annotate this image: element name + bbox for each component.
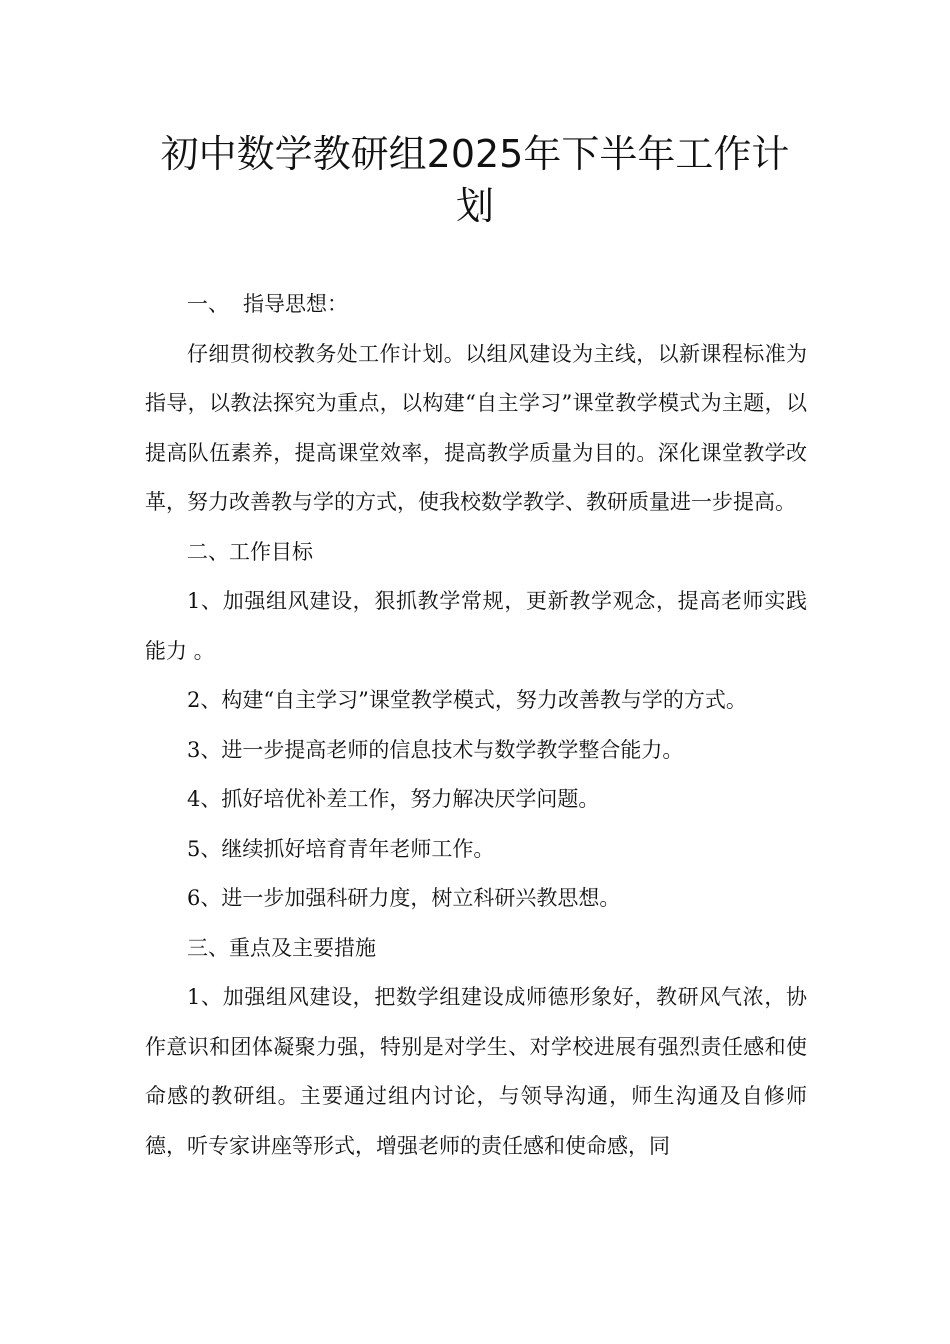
document-title: 初中数学教研组2025年下半年工作计划 xyxy=(160,132,790,228)
goal-item: 1、加强组风建设，狠抓教学常规，更新教学观念，提高老师实践能力 。 xyxy=(145,589,807,663)
goal-item: 3、进一步提高老师的信息技术与数学教学整合能力。 xyxy=(187,737,684,762)
goal-item: 2、构建“自主学习”课堂教学模式，努力改善教与学的方式。 xyxy=(187,688,747,712)
goal-item: 6、进一步加强科研力度，树立科研兴教思想。 xyxy=(187,886,621,910)
section-number: 一、 xyxy=(187,292,229,316)
document-body xyxy=(145,280,807,1171)
measure-item: 1、加强组风建设，把数学组建设成师德形象好，教研风气浓，协作意识和团体凝聚力强，特别是对学生、对学校进展有强烈责任感和使命感的教研组。主要通过组内讨论，与领导沟通，师生沟通及自修师德，听专家讲座等形式，增强老师的责任感和使命感，同 xyxy=(145,985,807,1158)
section-heading-text: 指导思想： xyxy=(243,292,348,316)
goal-item: 4、抓好培优补差工作，努力解决厌学问题。 xyxy=(187,787,600,811)
paragraph-guiding-thought: 仔细贯彻校教务处工作计划。以组风建设为主线，以新课程标准为指导，以教法探究为重点，以构建“自主学习”课堂教学模式为主题，以提高队伍素养，提高课堂效率，提高教学质量为目的。深化课堂教学改革，努力改善教与学的方式，使我校数学教学、教研质量进一步提高。 xyxy=(145,341,807,514)
section-heading-guiding-thought xyxy=(145,280,807,330)
section-heading-measures: 三、重点及主要措施 xyxy=(187,935,376,960)
goal-item: 5、继续抓好培育青年老师工作。 xyxy=(187,836,495,861)
section-heading-goals: 二、工作目标 xyxy=(187,539,313,564)
